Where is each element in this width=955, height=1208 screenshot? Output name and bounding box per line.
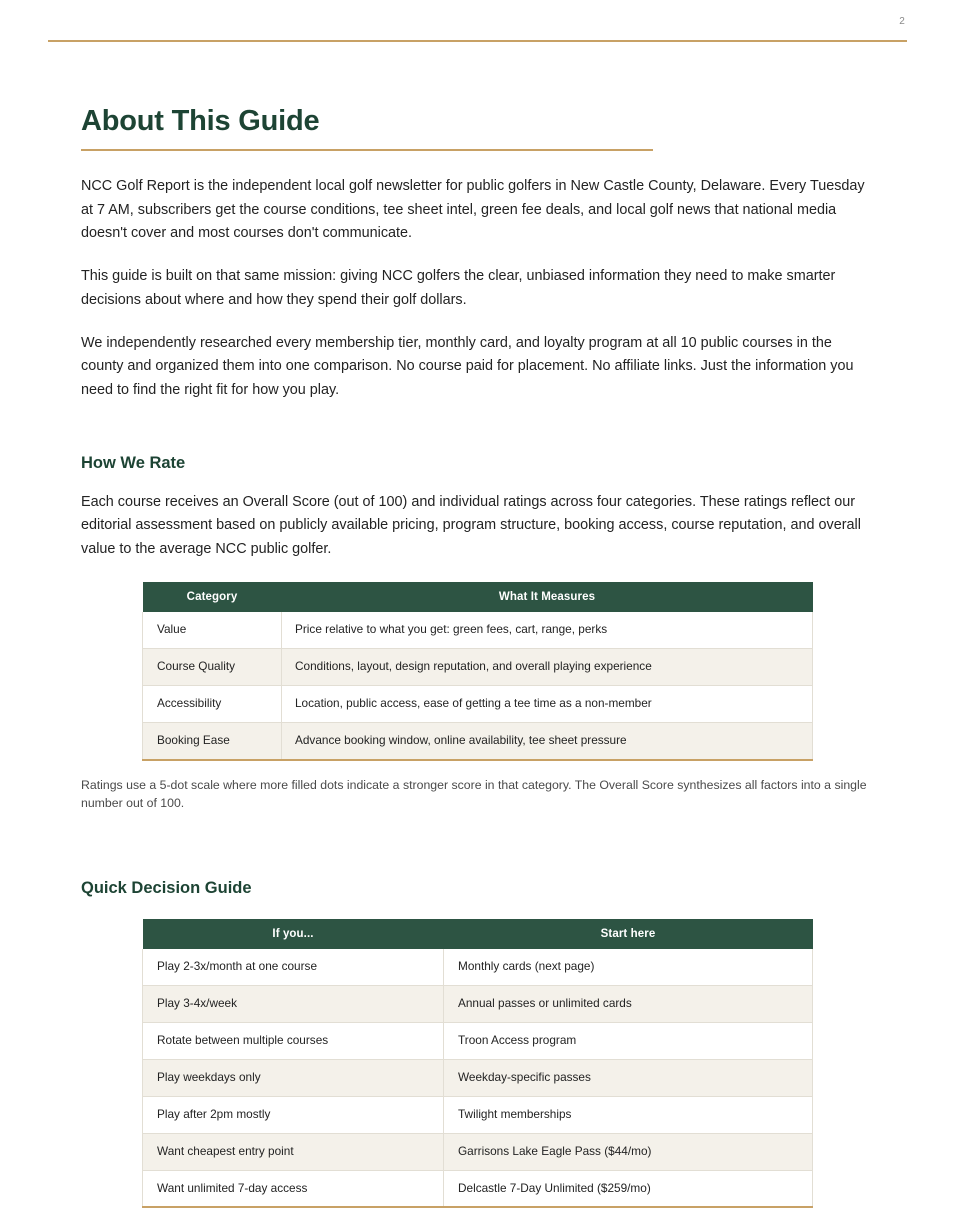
category-description: Location, public access, ease of getting a tee time as a non-member (282, 685, 813, 722)
scenario-label: Want unlimited 7-day access (143, 1170, 444, 1207)
how-we-rate-paragraph: Each course receives an Overall Score (out of 100) and individual ratings across four categories. These ratings reflect our editorial assessment based on publicly available pricing, program structure, booking access, course reputation, and overall value to the average NCC public golfer. (81, 493, 861, 557)
category-description: Price relative to what you get: green fees, cart, range, perks (282, 612, 813, 648)
intro-paragraph-1: NCC Golf Report is the independent local golf newsletter for public golfers in New Castle County, Delaware. Every Tuesday at 7 AM, subscribers get the course conditions, tee sheet intel, green fee deals, and local golf news that national media doesn't cover and most courses don't communicate. (81, 178, 865, 241)
title-underline-rule (81, 149, 653, 151)
table-header-row (143, 582, 813, 612)
table-row (143, 1170, 813, 1207)
recommendation-label: Troon Access program (444, 1022, 813, 1059)
rating-categories-table (142, 582, 813, 761)
rating-scale-note: Ratings use a 5-dot scale where more filled dots indicate a stronger score in that category. The Overall Score synthesizes all factors into a single number out of 100. (81, 777, 867, 811)
section-heading-quick-decision-guide: Quick Decision Guide (81, 879, 252, 898)
recommendation-label: Delcastle 7-Day Unlimited ($259/mo) (444, 1170, 813, 1207)
category-description: Conditions, layout, design reputation, and overall playing experience (282, 648, 813, 685)
recommendation-label: Twilight memberships (444, 1096, 813, 1133)
table-row (143, 722, 813, 759)
intro-paragraph-2: This guide is built on that same mission: giving NCC golfers the clear, unbiased information they need to make smarter decisions about where and how they spend their golf dollars. (81, 268, 836, 308)
category-name: Accessibility (143, 685, 282, 722)
table-row (143, 1133, 813, 1170)
page-content (81, 0, 881, 1208)
category-description: Advance booking window, online availability, tee sheet pressure (282, 722, 813, 759)
category-name: Course Quality (143, 648, 282, 685)
recommendation-label: Garrisons Lake Eagle Pass ($44/mo) (444, 1133, 813, 1170)
column-header-category: Category (143, 582, 282, 612)
column-header-if-you: If you... (143, 919, 444, 949)
table-row (143, 612, 813, 648)
category-name: Value (143, 612, 282, 648)
page-number: 2 (899, 16, 905, 27)
table-row (143, 1022, 813, 1059)
scenario-label: Play weekdays only (143, 1059, 444, 1096)
column-header-start-here: Start here (444, 919, 813, 949)
quick-decision-table (142, 919, 813, 1208)
recommendation-label: Monthly cards (next page) (444, 949, 813, 985)
page-title: About This Guide (81, 105, 320, 137)
scenario-label: Play after 2pm mostly (143, 1096, 444, 1133)
table-row (143, 985, 813, 1022)
intro-paragraph-3: We independently researched every membership tier, monthly card, and loyalty program at all 10 public courses in the county and organized them into one comparison. No course paid for placement. No affiliate links. Just the information you need to find the right fit for how you play. (81, 334, 854, 398)
scenario-label: Want cheapest entry point (143, 1133, 444, 1170)
table-header-row (143, 919, 813, 949)
column-header-what-it-measures: What It Measures (282, 582, 813, 612)
table-row (143, 949, 813, 985)
category-name: Booking Ease (143, 722, 282, 759)
table-row (143, 685, 813, 722)
table-row (143, 648, 813, 685)
scenario-label: Play 3-4x/week (143, 985, 444, 1022)
table-row (143, 1059, 813, 1096)
recommendation-label: Weekday-specific passes (444, 1059, 813, 1096)
scenario-label: Rotate between multiple courses (143, 1022, 444, 1059)
section-heading-how-we-rate: How We Rate (81, 453, 186, 472)
scenario-label: Play 2-3x/month at one course (143, 949, 444, 985)
recommendation-label: Annual passes or unlimited cards (444, 985, 813, 1022)
table-row (143, 1096, 813, 1133)
